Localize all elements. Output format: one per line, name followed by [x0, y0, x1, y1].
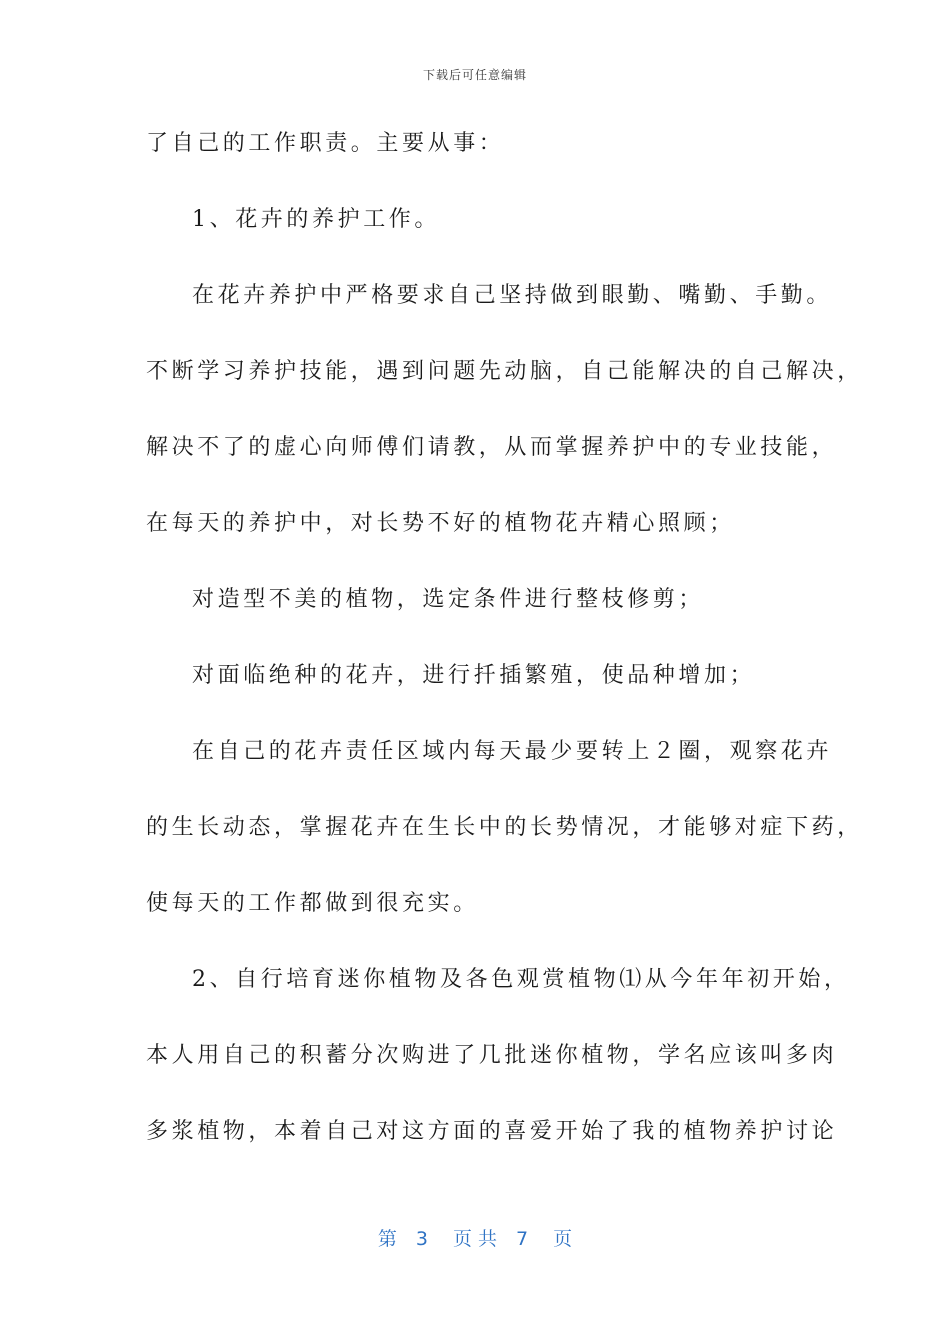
paragraph-line: 了自己的工作职责。主要从事：: [146, 131, 505, 156]
paragraph-line: 不断学习养护技能，遇到问题先动脑，自己能解决的自己解决，: [146, 359, 863, 384]
paragraph-line: 在每天的养护中，对长势不好的植物花卉精心照顾；: [146, 511, 735, 536]
paragraph-line: 本人用自己的积蓄分次购进了几批迷你植物，学名应该叫多肉: [146, 1043, 838, 1068]
paragraph-line: 的生长动态，掌握花卉在生长中的长势情况，才能够对症下药，: [146, 815, 863, 840]
section-heading-2: 2、自行培育迷你植物及各色观赏植物⑴从今年年初开始，: [192, 967, 850, 992]
page-header-note: 下载后可任意编辑: [422, 68, 527, 82]
paragraph-line: 使每天的工作都做到很充实。: [146, 891, 479, 916]
paragraph-line: 对造型不美的植物，选定条件进行整枝修剪；: [192, 587, 705, 612]
paragraph-line: 解决不了的虚心向师傅们请教，从而掌握养护中的专业技能，: [146, 435, 838, 460]
paragraph-line: 多浆植物，本着自己对这方面的喜爱开始了我的植物养护讨论: [146, 1119, 838, 1144]
paragraph-line: 对面临绝种的花卉，进行扦插繁殖，使品种增加；: [192, 663, 756, 688]
paragraph-line: 在自己的花卉责任区域内每天最少要转上２圈，观察花卉: [192, 739, 833, 764]
section-heading-1: 1、花卉的养护工作。: [192, 207, 440, 232]
page-number-footer: 第 3 页 共 7 页: [377, 1228, 573, 1250]
paragraph-line: 在花卉养护中严格要求自己坚持做到眼勤、嘴勤、手勤。: [192, 283, 833, 308]
